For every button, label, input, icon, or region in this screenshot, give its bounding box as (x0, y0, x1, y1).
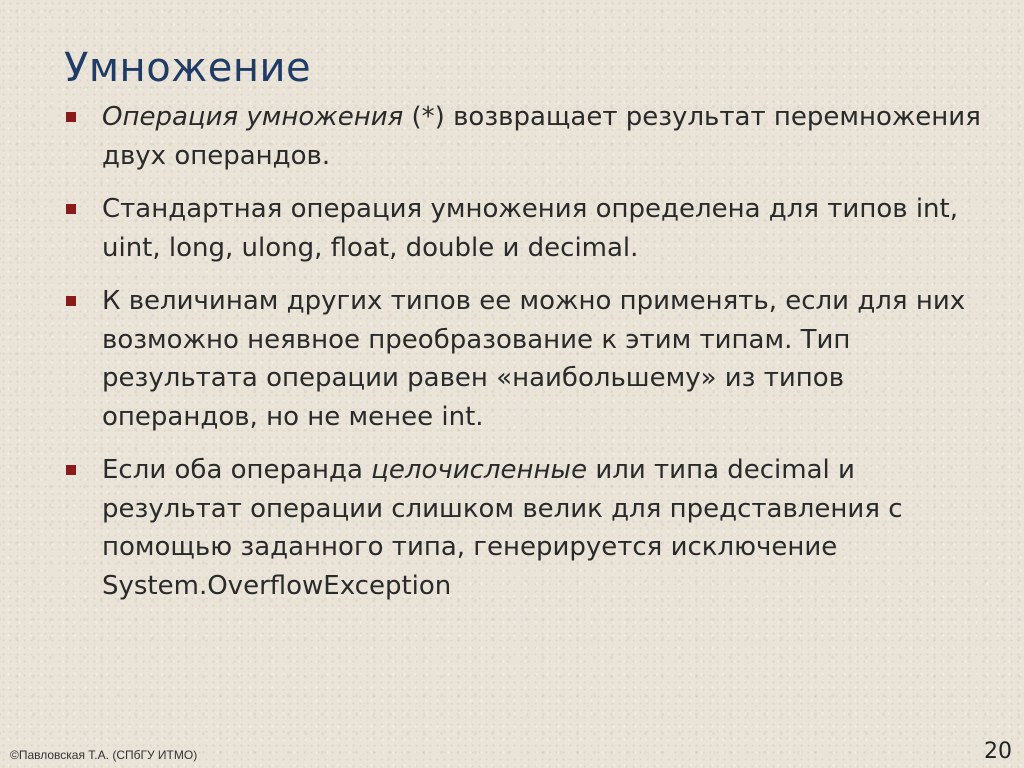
bullet-item (64, 98, 984, 175)
bullet-text-italic: Операция умножения (102, 102, 404, 132)
bullet-list (64, 98, 984, 620)
bullet-text: или типа decimal и результат операции слишком велик для представления с помощью заданного типа, генерируется исключение System.OverflowException (102, 455, 903, 601)
square-bullet-icon (66, 204, 76, 214)
square-bullet-icon (66, 465, 76, 475)
bullet-text: (*) возвращает результат перемножения двух операндов. (102, 102, 981, 171)
bullet-item (64, 190, 984, 267)
bullet-item (64, 451, 984, 605)
footer-copyright: ©Павловская Т.А. (СПбГУ ИТМО) (10, 748, 198, 762)
square-bullet-icon (66, 296, 76, 306)
bullet-text: Стандартная операция умножения определена для типов int, uint, long, ulong, float, double и decimal. (102, 194, 958, 263)
page-number: 20 (984, 739, 1012, 764)
bullet-text: Если оба операнда (102, 455, 372, 485)
bullet-text: К величинам других типов ее можно применять, если для них возможно неявное преобразование к этим типам. Тип результата операции равен «наибольшему» из типов операндов, но не менее int. (102, 286, 966, 432)
bullet-text-italic: целочисленные (371, 455, 588, 485)
square-bullet-icon (66, 112, 76, 122)
slide-title: Умножение (64, 44, 312, 91)
bullet-item (64, 282, 984, 436)
